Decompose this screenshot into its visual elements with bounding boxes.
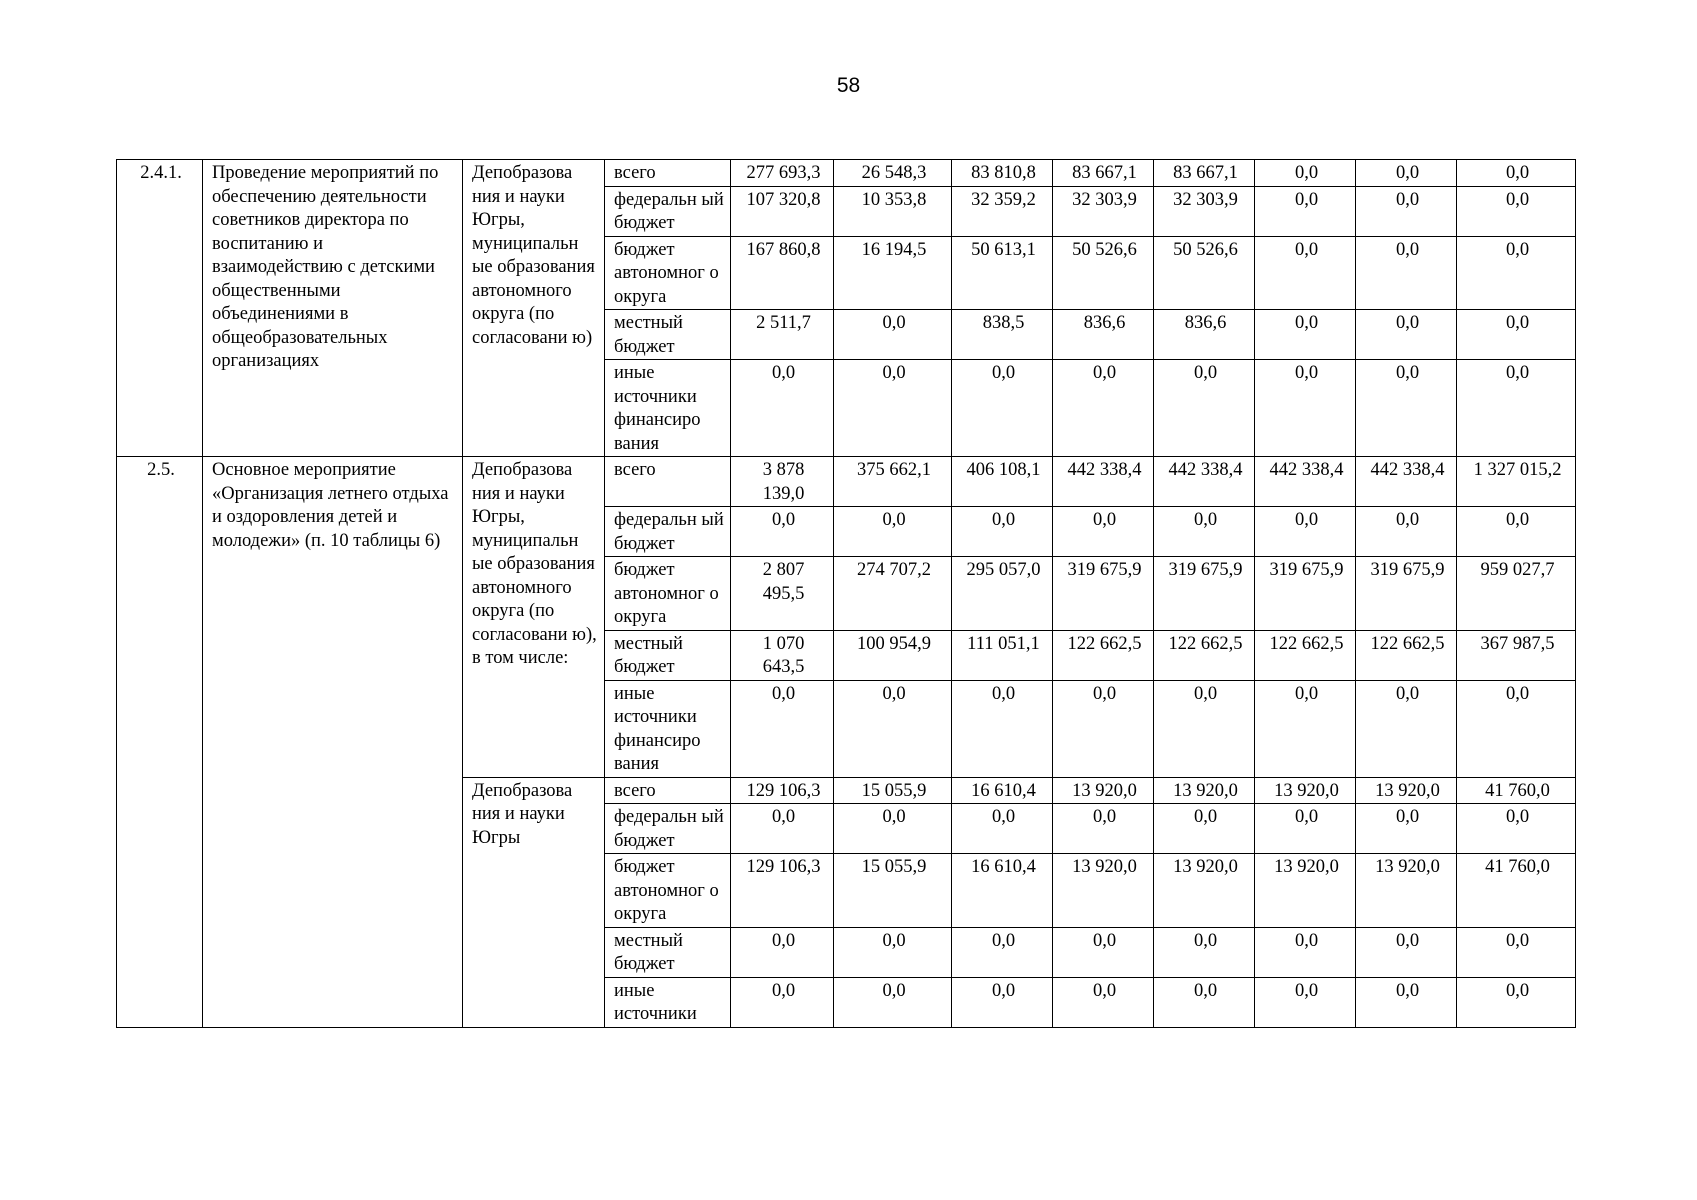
executor-cell: Депобразова ния и науки Югры — [463, 777, 605, 1027]
amount-cell: 0,0 — [952, 977, 1053, 1027]
section-code: 2.5. — [117, 457, 203, 1028]
amount-cell: 0,0 — [1255, 507, 1356, 557]
amount-cell: 0,0 — [731, 360, 834, 457]
funding-source-cell: местный бюджет — [605, 310, 731, 360]
amount-cell: 836,6 — [1053, 310, 1154, 360]
amount-cell: 122 662,5 — [1255, 630, 1356, 680]
funding-source-cell: всего — [605, 457, 731, 507]
amount-cell: 13 920,0 — [1356, 854, 1457, 928]
amount-cell: 32 359,2 — [952, 186, 1053, 236]
amount-cell: 0,0 — [731, 977, 834, 1027]
amount-cell: 0,0 — [1457, 507, 1576, 557]
amount-cell: 0,0 — [731, 927, 834, 977]
amount-cell: 32 303,9 — [1154, 186, 1255, 236]
amount-cell: 0,0 — [952, 927, 1053, 977]
amount-cell: 0,0 — [1457, 360, 1576, 457]
funding-source-cell: местный бюджет — [605, 630, 731, 680]
funding-source-cell: федеральн ый бюджет — [605, 804, 731, 854]
amount-cell: 319 675,9 — [1356, 557, 1457, 631]
executor-cell: Депобразова ния и науки Югры, муниципальн ые образования автономного округа (по согласовани ю), в том числе: — [463, 457, 605, 778]
amount-cell: 295 057,0 — [952, 557, 1053, 631]
amount-cell: 0,0 — [1255, 160, 1356, 187]
amount-cell: 0,0 — [1255, 186, 1356, 236]
amount-cell: 0,0 — [952, 507, 1053, 557]
table-row — [117, 160, 1576, 187]
amount-cell: 0,0 — [1356, 507, 1457, 557]
amount-cell: 16 610,4 — [952, 854, 1053, 928]
amount-cell: 2 511,7 — [731, 310, 834, 360]
amount-cell: 319 675,9 — [1154, 557, 1255, 631]
amount-cell: 0,0 — [1255, 927, 1356, 977]
amount-cell: 0,0 — [1053, 804, 1154, 854]
amount-cell: 10 353,8 — [834, 186, 952, 236]
funding-source-cell: иные источники финансиро вания — [605, 680, 731, 777]
amount-cell: 13 920,0 — [1154, 777, 1255, 804]
amount-cell: 15 055,9 — [834, 854, 952, 928]
amount-cell: 32 303,9 — [1053, 186, 1154, 236]
amount-cell: 0,0 — [1356, 160, 1457, 187]
amount-cell: 0,0 — [834, 927, 952, 977]
section-code: 2.4.1. — [117, 160, 203, 457]
amount-cell: 836,6 — [1154, 310, 1255, 360]
amount-cell: 0,0 — [1255, 977, 1356, 1027]
amount-cell: 0,0 — [952, 680, 1053, 777]
amount-cell: 0,0 — [1053, 977, 1154, 1027]
amount-cell: 0,0 — [1255, 680, 1356, 777]
funding-source-cell: бюджет автономног о округа — [605, 854, 731, 928]
amount-cell: 50 613,1 — [952, 236, 1053, 310]
amount-cell: 0,0 — [1255, 804, 1356, 854]
amount-cell: 1 327 015,2 — [1457, 457, 1576, 507]
amount-cell: 375 662,1 — [834, 457, 952, 507]
amount-cell: 2 807 495,5 — [731, 557, 834, 631]
funding-source-cell: бюджет автономног о округа — [605, 557, 731, 631]
amount-cell: 0,0 — [834, 977, 952, 1027]
funding-source-cell: бюджет автономног о округа — [605, 236, 731, 310]
amount-cell: 277 693,3 — [731, 160, 834, 187]
amount-cell: 129 106,3 — [731, 854, 834, 928]
amount-cell: 0,0 — [1457, 927, 1576, 977]
amount-cell: 41 760,0 — [1457, 777, 1576, 804]
amount-cell: 1 070 643,5 — [731, 630, 834, 680]
amount-cell: 367 987,5 — [1457, 630, 1576, 680]
amount-cell: 0,0 — [1255, 236, 1356, 310]
amount-cell: 0,0 — [952, 360, 1053, 457]
table-body — [117, 160, 1576, 1028]
amount-cell: 50 526,6 — [1154, 236, 1255, 310]
amount-cell: 0,0 — [1154, 927, 1255, 977]
executor-cell: Депобразова ния и науки Югры, муниципальн ые образования автономного округа (по согласовани ю) — [463, 160, 605, 457]
funding-source-cell: федеральн ый бюджет — [605, 507, 731, 557]
amount-cell: 406 108,1 — [952, 457, 1053, 507]
amount-cell: 13 920,0 — [1053, 777, 1154, 804]
amount-cell: 13 920,0 — [1154, 854, 1255, 928]
amount-cell: 0,0 — [1255, 310, 1356, 360]
amount-cell: 319 675,9 — [1255, 557, 1356, 631]
amount-cell: 100 954,9 — [834, 630, 952, 680]
amount-cell: 107 320,8 — [731, 186, 834, 236]
amount-cell: 26 548,3 — [834, 160, 952, 187]
amount-cell: 0,0 — [834, 310, 952, 360]
amount-cell: 0,0 — [1154, 507, 1255, 557]
amount-cell: 122 662,5 — [1154, 630, 1255, 680]
amount-cell: 83 667,1 — [1154, 160, 1255, 187]
amount-cell: 442 338,4 — [1255, 457, 1356, 507]
amount-cell: 0,0 — [1457, 680, 1576, 777]
amount-cell: 0,0 — [1356, 236, 1457, 310]
amount-cell: 0,0 — [834, 360, 952, 457]
amount-cell: 274 707,2 — [834, 557, 952, 631]
amount-cell: 13 920,0 — [1255, 854, 1356, 928]
amount-cell: 0,0 — [1255, 360, 1356, 457]
amount-cell: 16 194,5 — [834, 236, 952, 310]
amount-cell: 442 338,4 — [1053, 457, 1154, 507]
amount-cell: 0,0 — [731, 507, 834, 557]
amount-cell: 0,0 — [1053, 927, 1154, 977]
amount-cell: 0,0 — [1154, 680, 1255, 777]
amount-cell: 0,0 — [1053, 507, 1154, 557]
amount-cell: 959 027,7 — [1457, 557, 1576, 631]
amount-cell: 0,0 — [834, 804, 952, 854]
amount-cell: 0,0 — [1154, 804, 1255, 854]
amount-cell: 122 662,5 — [1053, 630, 1154, 680]
amount-cell: 0,0 — [1356, 680, 1457, 777]
amount-cell: 0,0 — [952, 804, 1053, 854]
amount-cell: 442 338,4 — [1356, 457, 1457, 507]
amount-cell: 83 667,1 — [1053, 160, 1154, 187]
amount-cell: 13 920,0 — [1255, 777, 1356, 804]
amount-cell: 0,0 — [1457, 804, 1576, 854]
funding-source-cell: всего — [605, 160, 731, 187]
amount-cell: 167 860,8 — [731, 236, 834, 310]
funding-source-cell: иные источники финансиро вания — [605, 360, 731, 457]
amount-cell: 129 106,3 — [731, 777, 834, 804]
section-title: Основное мероприятие «Организация летнего отдыха и оздоровления детей и молодежи» (п. 10 таблицы 6) — [203, 457, 463, 1028]
amount-cell: 0,0 — [731, 680, 834, 777]
amount-cell: 0,0 — [1356, 927, 1457, 977]
amount-cell: 0,0 — [1356, 977, 1457, 1027]
amount-cell: 50 526,6 — [1053, 236, 1154, 310]
amount-cell: 0,0 — [1053, 680, 1154, 777]
amount-cell: 0,0 — [1053, 360, 1154, 457]
amount-cell: 0,0 — [1356, 186, 1457, 236]
amount-cell: 319 675,9 — [1053, 557, 1154, 631]
section-title: Проведение мероприятий по обеспечению деятельности советников директора по воспитанию и взаимодействию с детскими общественными объединениями в общеобразовательных организациях — [203, 160, 463, 457]
budget-table — [116, 159, 1576, 1028]
amount-cell: 0,0 — [1457, 186, 1576, 236]
funding-source-cell: всего — [605, 777, 731, 804]
amount-cell: 16 610,4 — [952, 777, 1053, 804]
amount-cell: 15 055,9 — [834, 777, 952, 804]
amount-cell: 0,0 — [1457, 236, 1576, 310]
amount-cell: 442 338,4 — [1154, 457, 1255, 507]
amount-cell: 0,0 — [731, 804, 834, 854]
amount-cell: 83 810,8 — [952, 160, 1053, 187]
funding-source-cell: федеральн ый бюджет — [605, 186, 731, 236]
amount-cell: 0,0 — [834, 507, 952, 557]
amount-cell: 0,0 — [1457, 160, 1576, 187]
amount-cell: 0,0 — [834, 680, 952, 777]
amount-cell: 0,0 — [1154, 360, 1255, 457]
amount-cell: 0,0 — [1356, 310, 1457, 360]
amount-cell: 838,5 — [952, 310, 1053, 360]
funding-source-cell: местный бюджет — [605, 927, 731, 977]
funding-source-cell: иные источники — [605, 977, 731, 1027]
amount-cell: 122 662,5 — [1356, 630, 1457, 680]
page-number: 58 — [836, 74, 861, 97]
amount-cell: 13 920,0 — [1356, 777, 1457, 804]
amount-cell: 0,0 — [1356, 804, 1457, 854]
amount-cell: 0,0 — [1154, 977, 1255, 1027]
amount-cell: 0,0 — [1457, 977, 1576, 1027]
amount-cell: 13 920,0 — [1053, 854, 1154, 928]
amount-cell: 41 760,0 — [1457, 854, 1576, 928]
amount-cell: 0,0 — [1356, 360, 1457, 457]
amount-cell: 0,0 — [1457, 310, 1576, 360]
table-row — [117, 457, 1576, 507]
amount-cell: 3 878 139,0 — [731, 457, 834, 507]
amount-cell: 111 051,1 — [952, 630, 1053, 680]
